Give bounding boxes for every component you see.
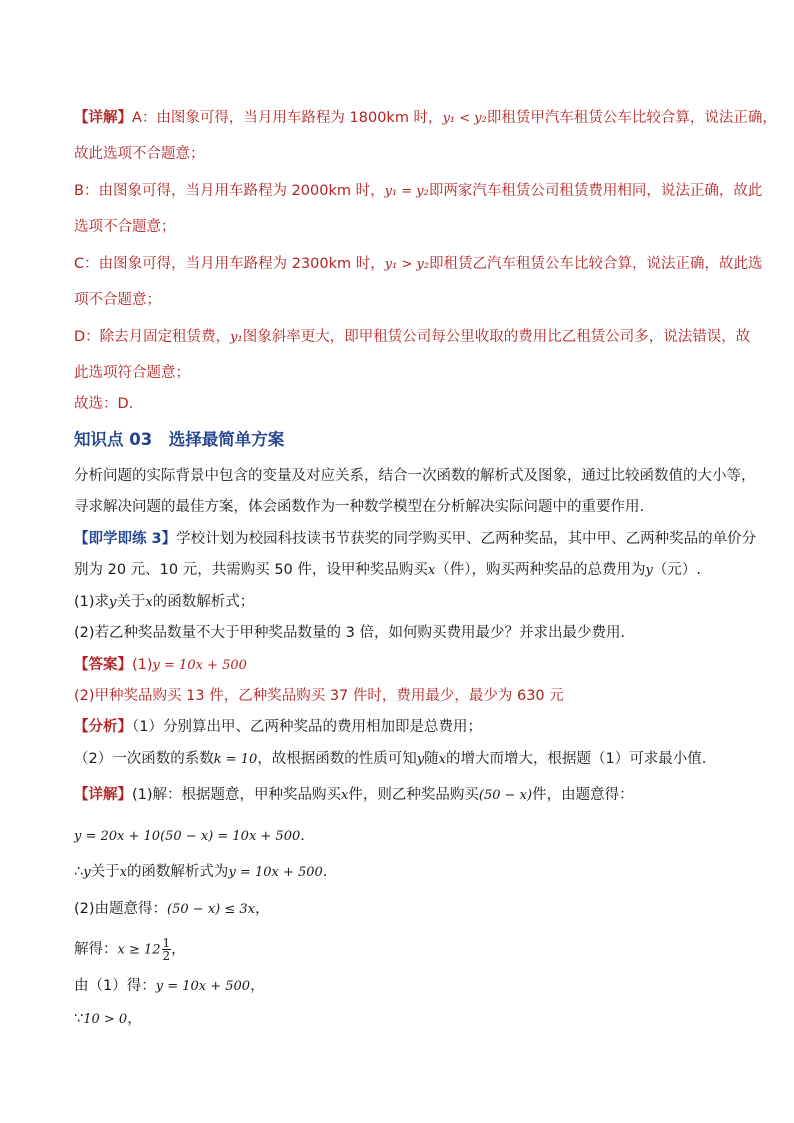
var-y: y	[416, 752, 425, 767]
option-d-line-1	[74, 327, 750, 348]
option-c-math: y₁ > y₂	[384, 257, 430, 272]
answer-bracket: 【答案】	[74, 657, 132, 673]
option-b-math: y₁ = y₂	[384, 184, 429, 199]
option-d-math: y₁	[230, 330, 243, 345]
option-b-line-1	[74, 181, 762, 202]
option-c-line-2: 项不合题意；	[74, 292, 161, 308]
detail-b-line-4	[74, 899, 269, 920]
q1-pre: (1)求	[74, 594, 110, 610]
option-a-math: y₁ < y₂	[442, 111, 487, 126]
analysis-l2-pre: （2）一次函数的系数	[74, 751, 214, 767]
analysis-bracket: 【分析】	[74, 719, 132, 735]
section-heading: 知识点 03 选择最简单方案	[74, 430, 285, 449]
detail-b-line-3	[74, 862, 327, 883]
detail-b-line-1	[74, 785, 634, 806]
option-b-text-pre: B：由图象可得，当月用车路程为 2000km 时，	[74, 183, 385, 199]
var-x: x	[438, 752, 447, 767]
var-x: x	[427, 563, 436, 578]
detail-b-l3-mid2: 的函数解析式为	[126, 864, 229, 880]
detail-option-a-line-2: 故此选项不合题意；	[74, 146, 205, 162]
detail-option-a-line-1	[74, 108, 777, 129]
var-x: x	[341, 788, 349, 803]
practice-l2-pre: 别为 20 元、10 元，共需购买 50 件，设甲种奖品购买	[74, 562, 428, 578]
analysis-l2-post: 的增大而增大，根据题（1）可求最小值.	[446, 751, 707, 767]
answer-line-2: (2)甲种奖品购买 13 件，乙种奖品购买 37 件时，费用最少，最少为 630 元	[74, 688, 564, 704]
inequality: (50 − x) ≤ 3x	[167, 902, 255, 917]
answer-l1-pre: (1)	[132, 657, 153, 673]
option-d-line-2: 此选项符合题意；	[74, 365, 190, 381]
detail-b-l3-post: .	[322, 864, 328, 880]
therefore-symbol: ∴	[74, 864, 84, 880]
expr-50-minus-x: (50 − x)	[478, 788, 533, 803]
practice-l2-mid: （件），购买两种奖品的总费用为	[435, 562, 646, 578]
analysis-l1: （1）分别算出甲、乙两种奖品的费用相加即是总费用；	[132, 719, 482, 735]
option-a-text-post: 即租赁甲汽车租赁公车比较合算，说法正确，	[486, 110, 777, 126]
solution-inequality: x ≥ 12	[117, 942, 161, 958]
option-d-text-pre: D：除去月固定租赁费，	[74, 329, 231, 345]
fraction-numerator: 1	[162, 936, 171, 950]
option-b-line-2: 选项不合题意；	[74, 219, 176, 235]
practice-l2-post: （元）.	[652, 562, 701, 578]
coef-k: k = 10	[213, 752, 258, 767]
q1-mid: 关于	[116, 594, 146, 610]
detail-b-line-7	[74, 1009, 142, 1030]
detail-b-line-2	[74, 826, 305, 847]
var-x: x	[145, 595, 153, 610]
var-x: x	[119, 865, 127, 880]
question-1	[74, 592, 254, 613]
q1-post: 的函数解析式；	[152, 594, 255, 610]
analysis-l2-mid2: 随	[424, 751, 439, 767]
option-d-text-post: 图象斜率更大，即甲租赁公司每公里收取的费用比乙租赁公司多，说法错误，故	[242, 329, 751, 345]
because-symbol: ∵	[74, 1011, 84, 1027]
detail-b-l3-mid: 关于	[90, 864, 120, 880]
option-c-text-post: 即租赁乙汽车租赁公车比较合算，说法正确，故此选	[429, 256, 763, 272]
detail-b-l5-pre: 解得：	[74, 941, 118, 958]
section-intro-line-1: 分析问题的实际背景中包含的变量及对应关系，结合一次函数的解析式及图象，通过比较函数值的大小等，	[74, 468, 756, 484]
answer-line-1	[74, 655, 247, 676]
practice-text: 学校计划为校园科技读书节获奖的同学购买甲、乙两种奖品，其中甲、乙两种奖品的单价分	[176, 531, 757, 547]
detail-bracket: 【详解】	[74, 787, 132, 803]
detail-b-line-5	[74, 937, 186, 962]
option-c-line-1	[74, 254, 763, 275]
detail-b-l6-post: ，	[250, 978, 265, 994]
analysis-l2-mid: ，故根据函数的性质可知	[257, 751, 417, 767]
positive-coefficient: 10 > 0	[83, 1012, 128, 1027]
detail-b-l4-pre: (2)由题意得：	[74, 901, 168, 917]
function-expression: y = 10x + 500	[155, 979, 251, 994]
option-b-text-post: 即两家汽车租赁公司租赁费用相同，说法正确，故此	[428, 183, 763, 199]
detail-b-l2-post: .	[300, 828, 305, 844]
detail-b-l7-post: ，	[127, 1011, 142, 1027]
practice-line-1	[74, 529, 756, 549]
detail-b-line-6	[74, 976, 265, 997]
detail-b-l4-post: ，	[254, 901, 270, 917]
var-y: y	[83, 865, 91, 880]
cost-equation: y = 20x + 10(50 − x) = 10x + 500	[74, 829, 301, 844]
var-y: y	[109, 595, 117, 610]
fraction-denominator: 2	[162, 949, 171, 963]
option-a-text-pre: A：由图象可得，当月用车路程为 1800km 时，	[132, 110, 443, 126]
analysis-line-1	[74, 717, 482, 737]
detail-b-l1-pre: (1)解：根据题意，甲种奖品购买	[132, 787, 342, 803]
function-expression: y = 10x + 500	[228, 865, 323, 880]
detail-b-l6-pre: 由（1）得：	[74, 978, 156, 994]
option-c-text-pre: C：由图象可得，当月用车路程为 2300km 时，	[74, 256, 385, 272]
analysis-line-2	[74, 749, 706, 770]
detail-bracket: 【详解】	[74, 110, 132, 126]
detail-b-l1-post: 件，由题意得：	[532, 787, 634, 803]
section-intro-line-2: 寻求解决问题的最佳方案，体会函数作为一种数学模型在分析解决实际问题中的重要作用.	[74, 499, 645, 515]
fraction-one-half	[162, 937, 172, 962]
question-2: (2)若乙种奖品数量不大于甲种奖品数量的 3 倍，如何购买费用最少？并求出最少费用.	[74, 625, 626, 641]
practice-bracket: 【即学即练 3】	[74, 531, 177, 547]
choice-line: 故选：D．	[74, 396, 144, 412]
practice-line-2	[74, 560, 701, 581]
var-y: y	[645, 563, 653, 578]
detail-b-l1-mid: 件，则乙种奖品购买	[348, 787, 479, 803]
detail-b-l5-post: ，	[171, 941, 186, 958]
answer-math: y = 10x + 500	[152, 658, 247, 673]
